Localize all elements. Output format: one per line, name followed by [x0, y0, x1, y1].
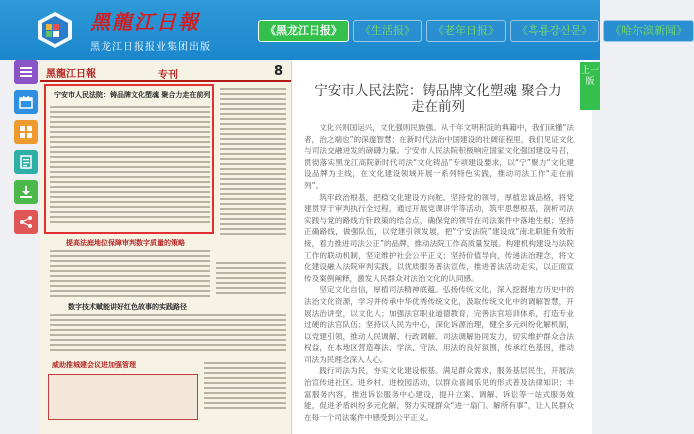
article-paragraph: 坚定文化自信，厚植司法精神底蕴。弘扬传统文化，深入挖掘地方历史中的法治文化资源，学习并传承中华优秀传统文化，汲取传统文化中的调解智慧，开展法治讲堂，以文化人；加强法官职业道德教育，完善法官培训体系，打造专业过硬的法官队伍；坚持以人民为中心，深化诉源治理，健全多元纠纷化解机制，以党建引领，推动人民调解、行政调解、司法调解协同发力，切实维护群众合法权益，在本地区营造尊法、学法、守法、用法的良好氛围，传承红色基因，推动司法为民理念深入人心。: [304, 285, 574, 364]
paper-text-block: [50, 314, 286, 354]
document-icon: [19, 155, 33, 169]
layout-button[interactable]: [14, 120, 38, 144]
menu-icon: [19, 65, 33, 79]
paper-side-column: [216, 262, 286, 297]
tab-life-daily[interactable]: 《生活报》: [353, 20, 422, 42]
article-paragraph: 筑牢政治根基，把稳文化建设方向舵。坚持党的领导，厚植忠诚品格，将党建贯穿于审判执行全过程，通过开展党课讲学等活动，筑牢思想根基，剖析司法实践与党的路线方针政策的结合点，确保党的领导在司法案件中落地生根；坚持正确路线，做强队伍，以党建引领发展，把“宁安法院”建设成“南北职能有效衔接，着力推进司法公正”的品牌，推动法院工作高质量发展。构建机构建设与法院工作的联动机制，坚定维护社会公平正义；坚持价值导向，传递法治理念，将文化建设融入法院审判实践，以优质服务普法宣传，推进普法活动走实，以正面宣传及案例阐释，激发人民群众对法治文化的认同感。: [304, 192, 574, 283]
paper-side-column: [220, 88, 286, 238]
logo-icon: [34, 10, 76, 50]
paper-ad-block: [48, 374, 198, 420]
paper-ad-title: 威助推城建会议进加强管理: [52, 361, 136, 369]
download-icon: [19, 185, 33, 199]
tab-senior-daily[interactable]: 《老年日报》: [426, 20, 506, 42]
grid-icon: [19, 125, 33, 139]
document-button[interactable]: [14, 150, 38, 174]
tab-korean-daily[interactable]: 《흑룡강신문》: [510, 20, 599, 42]
brand-subtitle: 黑龙江日报报业集团出版: [90, 42, 211, 53]
calendar-icon: [19, 95, 33, 109]
article-paragraph: 践行司法为民，夯实文化建设根基。满足群众需求，服务基层民生，开展法治宣传进社区、进乡村、进校园活动，以群众喜闻乐见的形式普及法律知识；丰富服务内容，推进诉讼服务中心建设，提升立案、调解、诉讼等一站式服务效能，促进矛盾纠纷多元化解，努力实现群众“进一扇门、解所有事”，让人民群众在每一个司法案件中感受到公平正义。: [304, 366, 574, 422]
paper-masthead-name: 黑龍江日報: [46, 69, 96, 80]
paper-text-block: [50, 106, 210, 226]
article-body: [304, 122, 574, 423]
paper-section: 专刊: [158, 70, 178, 81]
tab-heilongjiang-daily[interactable]: 《黑龙江日报》: [258, 20, 349, 42]
newspaper-page-image[interactable]: [40, 62, 292, 434]
previous-page-tab[interactable]: 上一版: [580, 62, 600, 110]
paper-headline[interactable]: 宁安市人民法院：铸品牌文化塑魂 聚合力走在前列: [54, 91, 211, 99]
left-toolbar: [14, 60, 38, 240]
paper-headline[interactable]: 数字技术赋能讲好红色故事的实践路径: [68, 303, 187, 311]
brand-title: 黑龍江日報: [90, 10, 200, 34]
paper-text-block: [50, 250, 210, 300]
newspaper-tabs: [258, 20, 694, 42]
download-button[interactable]: [14, 180, 38, 204]
calendar-button[interactable]: [14, 90, 38, 114]
site-header: [0, 0, 688, 60]
share-button[interactable]: [14, 210, 38, 234]
article-title: 宁安市人民法院：铸品牌文化塑魂 聚合力走在前列: [314, 83, 562, 115]
paper-side-column: [204, 362, 286, 412]
share-icon: [19, 215, 33, 229]
tab-harbin-news[interactable]: 《哈尔滨新闻》: [603, 20, 694, 42]
paper-headline[interactable]: 提高法庭地位保障审判数字质量的策略: [66, 239, 185, 247]
paper-masthead: [40, 62, 291, 82]
paper-page-number: 8: [273, 64, 283, 79]
article-panel: [292, 60, 592, 434]
article-paragraph: 文化兴则国运兴，文化强则民族强。从千年文明积淀的典籍中，我们读懂“法者，治之端也”的深邃智慧；在新时代法治中国建设的壮阔征程里，我们见证文化与司法交融迸发的磅礴力量。宁安市人民法院积极响应国家文化强国建设号召，贯彻落实黑龙江高院新时代司法“文化铸品”专项建设要求，以“宁”聚力“文化建设品牌为主线，在文化建设领域开展一系列特色实践，推动司法工作“走在前列”。: [304, 123, 574, 190]
menu-button[interactable]: [14, 60, 38, 84]
